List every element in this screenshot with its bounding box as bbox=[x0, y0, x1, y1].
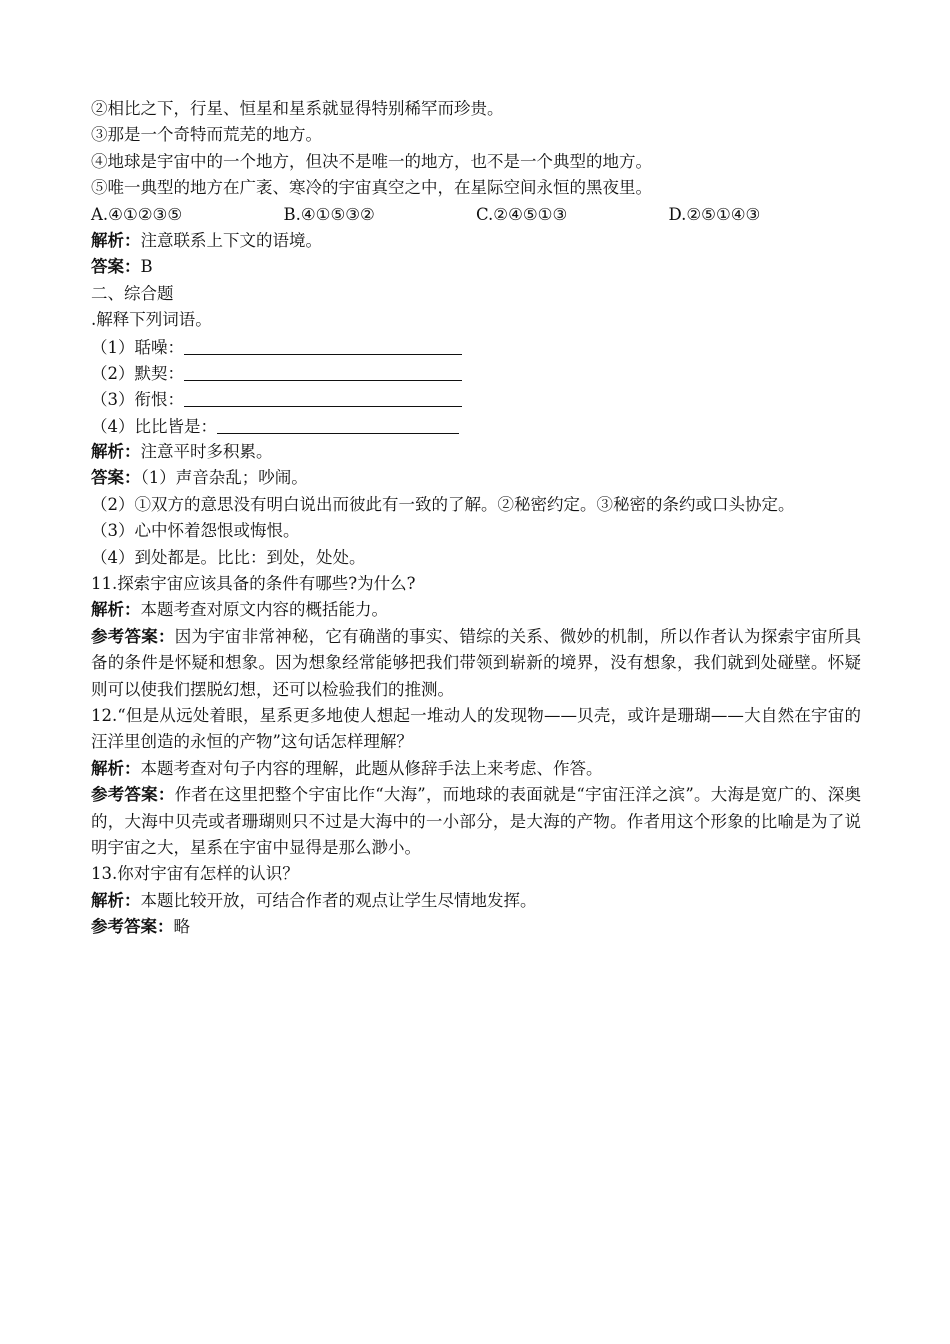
answer-label: 参考答案： bbox=[91, 626, 175, 646]
analysis-label: 解析： bbox=[91, 600, 141, 620]
blank-line bbox=[91, 334, 861, 360]
q11-prompt: 11.探索宇宙应该具备的条件有哪些?为什么? bbox=[91, 574, 416, 594]
answer-text: 因为宇宙非常神秘，它有确凿的事实、错综的关系、微妙的机制，所以作者认为探索宇宙所具备的条件是怀疑和想象。因为想象经常能够把我们带领到崭新的境界，没有想象，我们就到处碰壁。怀疑则可以使我们摆脱幻想，还可以检验我们的推测。 bbox=[91, 626, 862, 699]
answer-text: 略 bbox=[173, 917, 190, 937]
analysis-line bbox=[91, 228, 861, 254]
blank-label: （4）比比皆是： bbox=[91, 416, 217, 436]
answer-paragraph: （3）心中怀着怨恨或悔恨。 bbox=[91, 521, 300, 541]
option-b: B.④①⑤③② bbox=[283, 204, 375, 224]
option-c: C.②④⑤①③ bbox=[476, 204, 568, 224]
analysis-label: 解析： bbox=[91, 230, 141, 250]
analysis-line bbox=[91, 888, 861, 914]
blank-line bbox=[91, 386, 861, 412]
order-item: ③那是一个奇特而荒芜的地方。 bbox=[91, 125, 322, 145]
answer-label: 参考答案： bbox=[91, 785, 175, 805]
answer-label: 参考答案： bbox=[91, 917, 174, 937]
answer-text: B bbox=[140, 257, 153, 277]
document-page bbox=[91, 96, 861, 941]
answer-text: （1）声音杂乱；吵闹。 bbox=[140, 468, 308, 488]
order-item: ④地球是宇宙中的一个地方，但决不是唯一的地方，也不是一个典型的地方。 bbox=[91, 151, 652, 171]
answer-line bbox=[91, 254, 861, 280]
analysis-line bbox=[91, 597, 861, 623]
blank-label: （2）默契： bbox=[91, 363, 184, 383]
answer-paragraph: （2）①双方的意思没有明白说出而彼此有一致的了解。②秘密约定。③秘密的条约或口头协定。 bbox=[91, 494, 795, 514]
option-d: D.②⑤①④③ bbox=[668, 204, 761, 224]
analysis-line bbox=[91, 756, 861, 782]
blank-label: （3）衔恨： bbox=[91, 390, 184, 410]
fill-blank[interactable] bbox=[184, 386, 462, 407]
answer-label: 答案： bbox=[91, 257, 141, 277]
answer-text: 作者在这里把整个宇宙比作“大海”，而地球的表面就是“宇宙汪洋之滨”。大海是宽广的、深奥的，大海中贝壳或者珊瑚则只不过是大海中的一小部分，是大海的产物。作者用这个形象的比喻是为了说明宇宙之大，星系在宇宙中显得是那么渺小。 bbox=[91, 785, 861, 858]
answer-paragraph: （4）到处都是。比比：到处，处处。 bbox=[91, 547, 366, 567]
analysis-label: 解析： bbox=[91, 442, 141, 462]
analysis-label: 解析： bbox=[91, 758, 141, 778]
q10-prompt: .解释下列词语。 bbox=[91, 310, 212, 330]
answer-options bbox=[91, 202, 861, 228]
fill-blank[interactable] bbox=[184, 334, 462, 355]
blank-label: （1）聒噪： bbox=[91, 337, 184, 357]
fill-blank[interactable] bbox=[217, 413, 459, 434]
analysis-text: 注意联系上下文的语境。 bbox=[140, 230, 322, 250]
answer-line bbox=[91, 914, 861, 940]
option-a: A.④①②③⑤ bbox=[91, 204, 183, 224]
blank-line bbox=[91, 413, 861, 439]
blank-line bbox=[91, 360, 861, 386]
answer-line bbox=[91, 465, 861, 491]
analysis-text: 本题考查对句子内容的理解，此题从修辞手法上来考虑、作答。 bbox=[140, 758, 603, 778]
analysis-text: 注意平时多积累。 bbox=[140, 442, 273, 462]
answer-paragraph bbox=[91, 782, 861, 861]
order-item: ⑤唯一典型的地方在广袤、寒冷的宇宙真空之中，在星际空间永恒的黑夜里。 bbox=[91, 178, 652, 198]
order-item: ②相比之下，行星、恒星和星系就显得特别稀罕而珍贵。 bbox=[91, 99, 504, 118]
analysis-text: 本题考查对原文内容的概括能力。 bbox=[140, 600, 388, 620]
q13-prompt: 13.你对宇宙有怎样的认识？ bbox=[91, 864, 299, 884]
analysis-label: 解析： bbox=[91, 890, 141, 910]
q12-prompt: 12.“但是从远处着眼，星系更多地使人想起一堆动人的发现物——贝壳，或许是珊瑚——大自然在宇宙的汪洋里创造的永恒的产物”这句话怎样理解？ bbox=[91, 706, 861, 752]
section-title: 二、综合题 bbox=[91, 283, 174, 303]
analysis-text: 本题比较开放，可结合作者的观点让学生尽情地发挥。 bbox=[140, 890, 537, 910]
fill-blank[interactable] bbox=[184, 360, 462, 381]
answer-label: 答案： bbox=[91, 468, 141, 488]
answer-paragraph bbox=[91, 624, 861, 703]
analysis-line bbox=[91, 439, 861, 465]
